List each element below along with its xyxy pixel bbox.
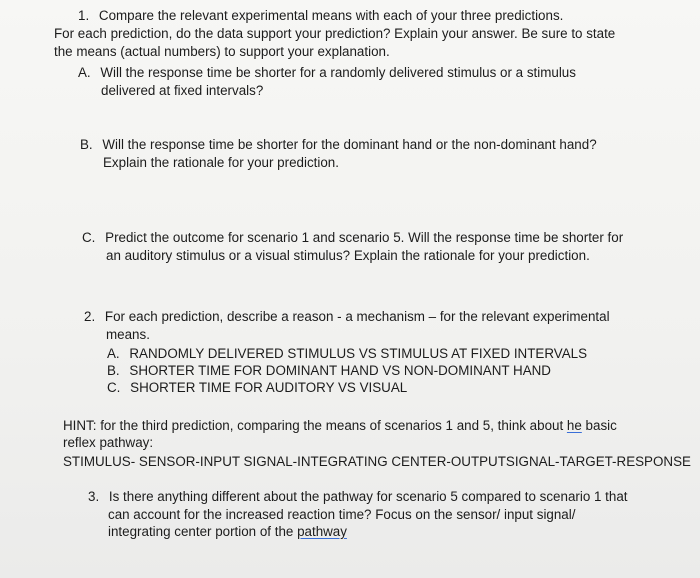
- hint-underlined-word: he: [566, 418, 582, 433]
- question-1a-line-1: [78, 64, 576, 81]
- question-2-line-1: [84, 308, 610, 325]
- hint-text-end: basic: [581, 418, 617, 433]
- question-1c-text: Predict the outcome for scenario 1 and scenario 5. Will the response time be shorter for: [105, 230, 624, 245]
- question-1c-letter: C.: [82, 230, 96, 245]
- question-1b-line-2: Explain the rationale for your prediction.: [103, 155, 339, 170]
- question-1a-text: Will the response time be shorter for a randomly delivered stimulus or a stimulus: [100, 65, 576, 80]
- question-2-item: [107, 345, 587, 362]
- question-3-text-start: integrating center portion of the: [108, 524, 298, 539]
- question-2-item: [107, 379, 407, 396]
- question-1b-letter: B.: [80, 137, 93, 152]
- question-2a-text: RANDOMLY DELIVERED STIMULUS VS STIMULUS AT FIXED INTERVALS: [129, 346, 588, 361]
- question-2c-letter: C.: [107, 380, 121, 395]
- question-3-line-3: [108, 523, 347, 540]
- question-1a-line-2: delivered at fixed intervals?: [101, 83, 264, 98]
- question-1a-letter: A.: [78, 65, 91, 80]
- question-3-line-1: [88, 488, 628, 505]
- hint-line-2: reflex pathway:: [63, 435, 154, 450]
- hint-text-start: HINT: for the third prediction, comparing the means of scenarios 1 and 5, think about: [63, 418, 567, 433]
- question-1-line-2: For each prediction, do the data support your prediction? Explain your answer. Be sure to state: [54, 26, 616, 41]
- question-2-line-2: means.: [106, 327, 150, 342]
- question-2-number: 2.: [84, 309, 96, 324]
- question-2a-letter: A.: [107, 346, 120, 361]
- question-1c-line-2: an auditory stimulus or a visual stimulus? Explain the rationale for your prediction.: [106, 248, 590, 263]
- question-2c-text: SHORTER TIME FOR AUDITORY VS VISUAL: [130, 380, 408, 395]
- question-3-text: Is there anything different about the pathway for scenario 5 compared to scenario 1 that: [108, 489, 628, 504]
- question-1c-line-1: [82, 229, 623, 246]
- question-2-item: [107, 362, 551, 379]
- question-1b-text: Will the response time be shorter for the dominant hand or the non-dominant hand?: [102, 137, 597, 152]
- question-3-line-2: can account for the increased reaction time? Focus on the sensor/ input signal/: [108, 507, 576, 522]
- question-1b-line-1: [80, 136, 597, 153]
- question-1-line-3: the means (actual numbers) to support your explanation.: [54, 44, 390, 59]
- question-3-number: 3.: [88, 489, 100, 504]
- hint-pathway: STIMULUS- SENSOR-INPUT SIGNAL-INTEGRATING CENTER-OUTPUTSIGNAL-TARGET-RESPONSE: [63, 454, 691, 469]
- question-2b-text: SHORTER TIME FOR DOMINANT HAND VS NON-DOMINANT HAND: [129, 363, 551, 378]
- question-1-line-1: [78, 7, 563, 24]
- question-2b-letter: B.: [107, 363, 120, 378]
- hint-line-1: [63, 417, 617, 434]
- question-3-underlined-word: pathway: [297, 524, 347, 539]
- question-2-text: For each prediction, describe a reason - a mechanism – for the relevant experimental: [104, 309, 610, 324]
- question-1-number: 1.: [78, 8, 90, 23]
- question-1-text: Compare the relevant experimental means with each of your three predictions.: [98, 8, 564, 23]
